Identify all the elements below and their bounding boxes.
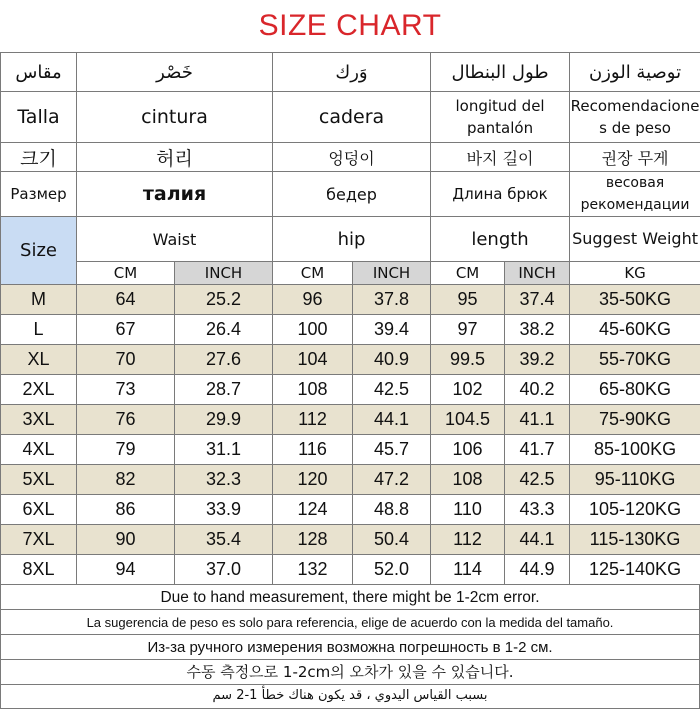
cell-waist-cm: 67 <box>77 315 175 345</box>
header-size-en: Size <box>1 217 77 285</box>
note-english: Due to hand measurement, there might be 1-2cm error. <box>0 585 700 610</box>
cell-weight: 85-100KG <box>570 435 700 465</box>
cell-hip-in: 40.9 <box>353 345 431 375</box>
table-row <box>1 315 700 345</box>
cell-hip-in: 39.4 <box>353 315 431 345</box>
cell-size: 3XL <box>1 405 77 435</box>
header-length-en: length <box>431 217 570 262</box>
header-length-es: longitud del pantalón <box>431 92 570 143</box>
cell-hip-cm: 128 <box>273 525 353 555</box>
header-row-arabic <box>1 53 700 92</box>
cell-size: 7XL <box>1 525 77 555</box>
cell-hip-cm: 116 <box>273 435 353 465</box>
cell-weight: 115-130KG <box>570 525 700 555</box>
cell-hip-cm: 100 <box>273 315 353 345</box>
table-row <box>1 375 700 405</box>
header-hip-ar: وَرك <box>273 53 431 92</box>
cell-len-cm: 102 <box>431 375 505 405</box>
header-size-ru: Размер <box>1 172 77 217</box>
header-hip-en: hip <box>273 217 431 262</box>
header-length-ru: Длина брюк <box>431 172 570 217</box>
header-row-english <box>1 217 700 262</box>
cell-hip-cm: 112 <box>273 405 353 435</box>
cell-size: XL <box>1 345 77 375</box>
cell-waist-cm: 64 <box>77 285 175 315</box>
size-table <box>0 52 700 585</box>
cell-waist-in: 31.1 <box>175 435 273 465</box>
cell-waist-cm: 76 <box>77 405 175 435</box>
header-row-russian <box>1 172 700 217</box>
cell-hip-in: 52.0 <box>353 555 431 585</box>
note-arabic: بسبب القياس اليدوي ، قد يكون هناك خطأ 1-2 سم <box>0 685 700 709</box>
cell-len-in: 41.7 <box>505 435 570 465</box>
cell-hip-cm: 108 <box>273 375 353 405</box>
cell-len-in: 37.4 <box>505 285 570 315</box>
cell-len-cm: 95 <box>431 285 505 315</box>
unit-row <box>1 262 700 285</box>
cell-weight: 35-50KG <box>570 285 700 315</box>
cell-size: 2XL <box>1 375 77 405</box>
cell-waist-cm: 73 <box>77 375 175 405</box>
unit-length-inch: INCH <box>505 262 570 285</box>
cell-len-in: 44.1 <box>505 525 570 555</box>
cell-len-in: 38.2 <box>505 315 570 345</box>
cell-weight: 75-90KG <box>570 405 700 435</box>
cell-waist-cm: 82 <box>77 465 175 495</box>
cell-len-in: 40.2 <box>505 375 570 405</box>
cell-weight: 45-60KG <box>570 315 700 345</box>
cell-len-cm: 108 <box>431 465 505 495</box>
header-waist-en: Waist <box>77 217 273 262</box>
unit-hip-cm: CM <box>273 262 353 285</box>
cell-waist-in: 29.9 <box>175 405 273 435</box>
note-spanish: La sugerencia de peso es solo para referencia, elige de acuerdo con la medida del tamaño. <box>0 610 700 635</box>
cell-hip-cm: 96 <box>273 285 353 315</box>
cell-hip-in: 37.8 <box>353 285 431 315</box>
cell-size: 6XL <box>1 495 77 525</box>
cell-len-cm: 99.5 <box>431 345 505 375</box>
cell-size: 8XL <box>1 555 77 585</box>
cell-len-in: 41.1 <box>505 405 570 435</box>
cell-waist-cm: 86 <box>77 495 175 525</box>
cell-waist-in: 26.4 <box>175 315 273 345</box>
cell-waist-in: 25.2 <box>175 285 273 315</box>
header-size-ar: مقاس <box>1 53 77 92</box>
table-row <box>1 495 700 525</box>
cell-len-cm: 104.5 <box>431 405 505 435</box>
header-hip-es: cadera <box>273 92 431 143</box>
cell-hip-cm: 120 <box>273 465 353 495</box>
cell-hip-in: 42.5 <box>353 375 431 405</box>
header-row-spanish <box>1 92 700 143</box>
cell-waist-in: 27.6 <box>175 345 273 375</box>
cell-hip-in: 50.4 <box>353 525 431 555</box>
header-waist-ko: 허리 <box>77 143 273 172</box>
header-length-ar: طول البنطال <box>431 53 570 92</box>
header-weight-ar: توصية الوزن <box>570 53 700 92</box>
header-length-ko: 바지 길이 <box>431 143 570 172</box>
header-weight-ko: 권장 무게 <box>570 143 700 172</box>
table-row <box>1 405 700 435</box>
unit-hip-inch: INCH <box>353 262 431 285</box>
cell-waist-in: 28.7 <box>175 375 273 405</box>
cell-weight: 65-80KG <box>570 375 700 405</box>
chart-title: SIZE CHART <box>0 0 700 52</box>
header-size-ko: 크기 <box>1 143 77 172</box>
note-russian: Из-за ручного измерения возможна погрешность в 1-2 см. <box>0 635 700 660</box>
table-row <box>1 435 700 465</box>
cell-waist-in: 37.0 <box>175 555 273 585</box>
cell-waist-cm: 94 <box>77 555 175 585</box>
cell-weight: 125-140KG <box>570 555 700 585</box>
cell-hip-in: 45.7 <box>353 435 431 465</box>
cell-waist-cm: 70 <box>77 345 175 375</box>
cell-size: M <box>1 285 77 315</box>
cell-len-cm: 97 <box>431 315 505 345</box>
cell-len-cm: 112 <box>431 525 505 555</box>
cell-len-in: 43.3 <box>505 495 570 525</box>
cell-hip-cm: 132 <box>273 555 353 585</box>
table-row <box>1 555 700 585</box>
cell-hip-cm: 124 <box>273 495 353 525</box>
table-row <box>1 285 700 315</box>
cell-hip-in: 44.1 <box>353 405 431 435</box>
header-waist-ar: خَصْر <box>77 53 273 92</box>
header-waist-es: cintura <box>77 92 273 143</box>
cell-len-in: 44.9 <box>505 555 570 585</box>
size-rows <box>1 285 700 585</box>
cell-len-in: 42.5 <box>505 465 570 495</box>
header-hip-ko: 엉덩이 <box>273 143 431 172</box>
cell-len-cm: 110 <box>431 495 505 525</box>
cell-hip-in: 48.8 <box>353 495 431 525</box>
header-weight-ru: весовая рекомендации <box>570 172 700 217</box>
header-size-es: Talla <box>1 92 77 143</box>
cell-hip-cm: 104 <box>273 345 353 375</box>
unit-waist-inch: INCH <box>175 262 273 285</box>
cell-waist-cm: 90 <box>77 525 175 555</box>
cell-size: 5XL <box>1 465 77 495</box>
unit-length-cm: CM <box>431 262 505 285</box>
cell-len-in: 39.2 <box>505 345 570 375</box>
cell-waist-cm: 79 <box>77 435 175 465</box>
notes-block <box>0 585 700 709</box>
cell-weight: 55-70KG <box>570 345 700 375</box>
table-row <box>1 345 700 375</box>
cell-len-cm: 106 <box>431 435 505 465</box>
unit-waist-cm: CM <box>77 262 175 285</box>
table-row <box>1 525 700 555</box>
cell-waist-in: 35.4 <box>175 525 273 555</box>
header-weight-es: Recomendaciones de peso <box>570 92 700 143</box>
cell-weight: 95-110KG <box>570 465 700 495</box>
cell-len-cm: 114 <box>431 555 505 585</box>
header-weight-en: Suggest Weight <box>570 217 700 262</box>
header-waist-ru: талия <box>77 172 273 217</box>
header-hip-ru: бедер <box>273 172 431 217</box>
table-row <box>1 465 700 495</box>
cell-size: L <box>1 315 77 345</box>
note-korean: 수동 측정으로 1-2cm의 오차가 있을 수 있습니다. <box>0 660 700 685</box>
cell-weight: 105-120KG <box>570 495 700 525</box>
cell-size: 4XL <box>1 435 77 465</box>
cell-waist-in: 32.3 <box>175 465 273 495</box>
cell-waist-in: 33.9 <box>175 495 273 525</box>
unit-weight-kg: KG <box>570 262 700 285</box>
cell-hip-in: 47.2 <box>353 465 431 495</box>
header-row-korean <box>1 143 700 172</box>
